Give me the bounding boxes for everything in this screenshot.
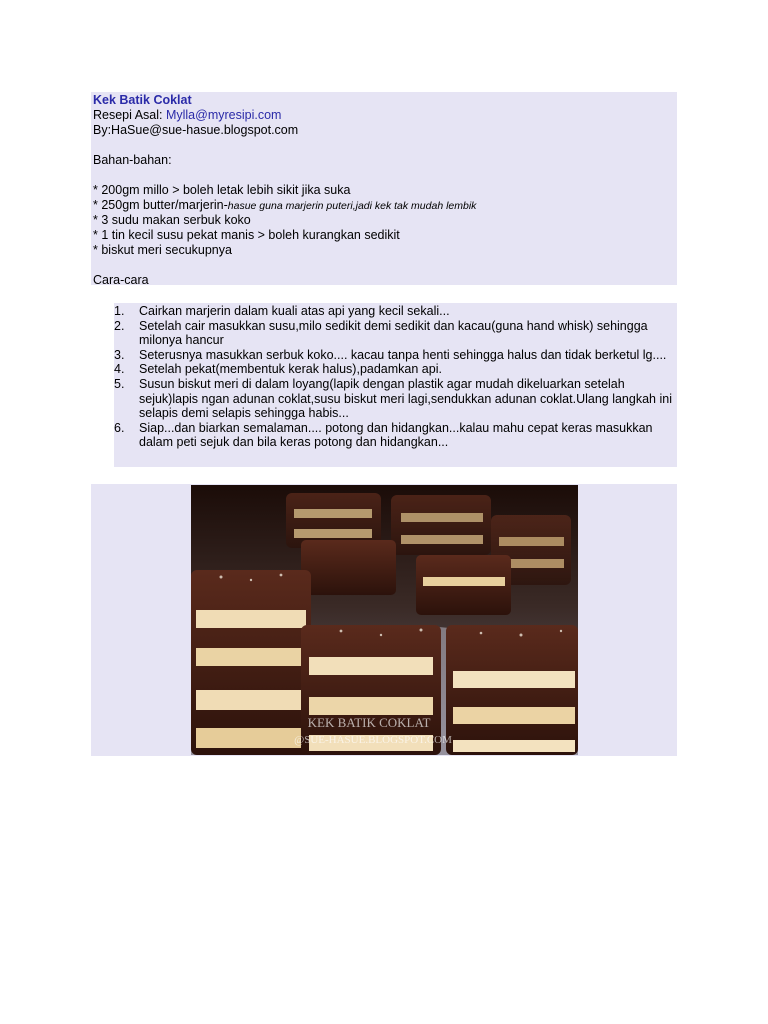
ingredient-item: * 200gm millo > boleh letak lebih sikit jika suka	[93, 183, 351, 197]
method-heading: Cara-cara	[93, 273, 149, 287]
ingredients-heading: Bahan-bahan:	[93, 153, 172, 167]
ingredient-item: * 1 tin kecil susu pekat manis > boleh kurangkan sedikit	[93, 228, 400, 242]
cake-illustration	[191, 485, 578, 755]
ingredient-item: * 250gm butter/marjerin-hasue guna marjerin puteri,jadi kek tak mudah lembik	[93, 198, 477, 212]
recipe-author: By:HaSue@sue-hasue.blogspot.com	[93, 123, 299, 137]
step-item: 6. Siap...dan biarkan semalaman.... potong dan hidangkan...kalau mahu cepat keras masukkan dalam peti sejuk dan bila keras potong dan hidangkan...	[114, 420, 653, 450]
recipe-steps	[114, 303, 677, 467]
watermark-line2: @SUE-HASUE.BLOGSPOT.COM	[294, 734, 452, 746]
step-item: 1. Cairkan marjerin dalam kuali atas api yang kecil sekali...	[114, 304, 450, 318]
watermark-line1: KEK BATIK COKLAT	[307, 715, 431, 730]
source-label: Resepi Asal:	[93, 108, 166, 122]
recipe-intro	[91, 92, 677, 285]
step-item: 2. Setelah cair masukkan susu,milo sedikit demi sedikit dan kacau(guna hand whisk) sehingga milonya hancur	[114, 318, 648, 348]
ingredient-note: hasue guna marjerin puteri,jadi kek tak mudah lembik	[227, 200, 477, 212]
step-item: 3. Seterusnya masukkan serbuk koko.... kacau tanpa henti sehingga halus dan tidak berketul lg....	[114, 347, 667, 362]
photo-area	[91, 484, 677, 756]
recipe-source	[93, 108, 673, 123]
steps-list	[114, 304, 674, 450]
step-item: 5. Susun biskut meri di dalam loyang(lapik dengan plastik agar mudah dikeluarkan setelah sejuk)lapis ngan adunan coklat,susu biskut meri lagi,sendukkan adunan coklat.Ulang langkah ini selapis demi selapis sehingga habis...	[114, 376, 672, 421]
ingredient-item: * biskut meri secukupnya	[93, 243, 232, 257]
source-link[interactable]: Mylla@myresipi.com	[165, 108, 282, 122]
ingredient-item: * 3 sudu makan serbuk koko	[93, 213, 251, 227]
recipe-title: Kek Batik Coklat	[93, 93, 192, 107]
cake-photo	[191, 485, 578, 755]
step-item: 4. Setelah pekat(membentuk kerak halus),padamkan api.	[114, 362, 442, 377]
